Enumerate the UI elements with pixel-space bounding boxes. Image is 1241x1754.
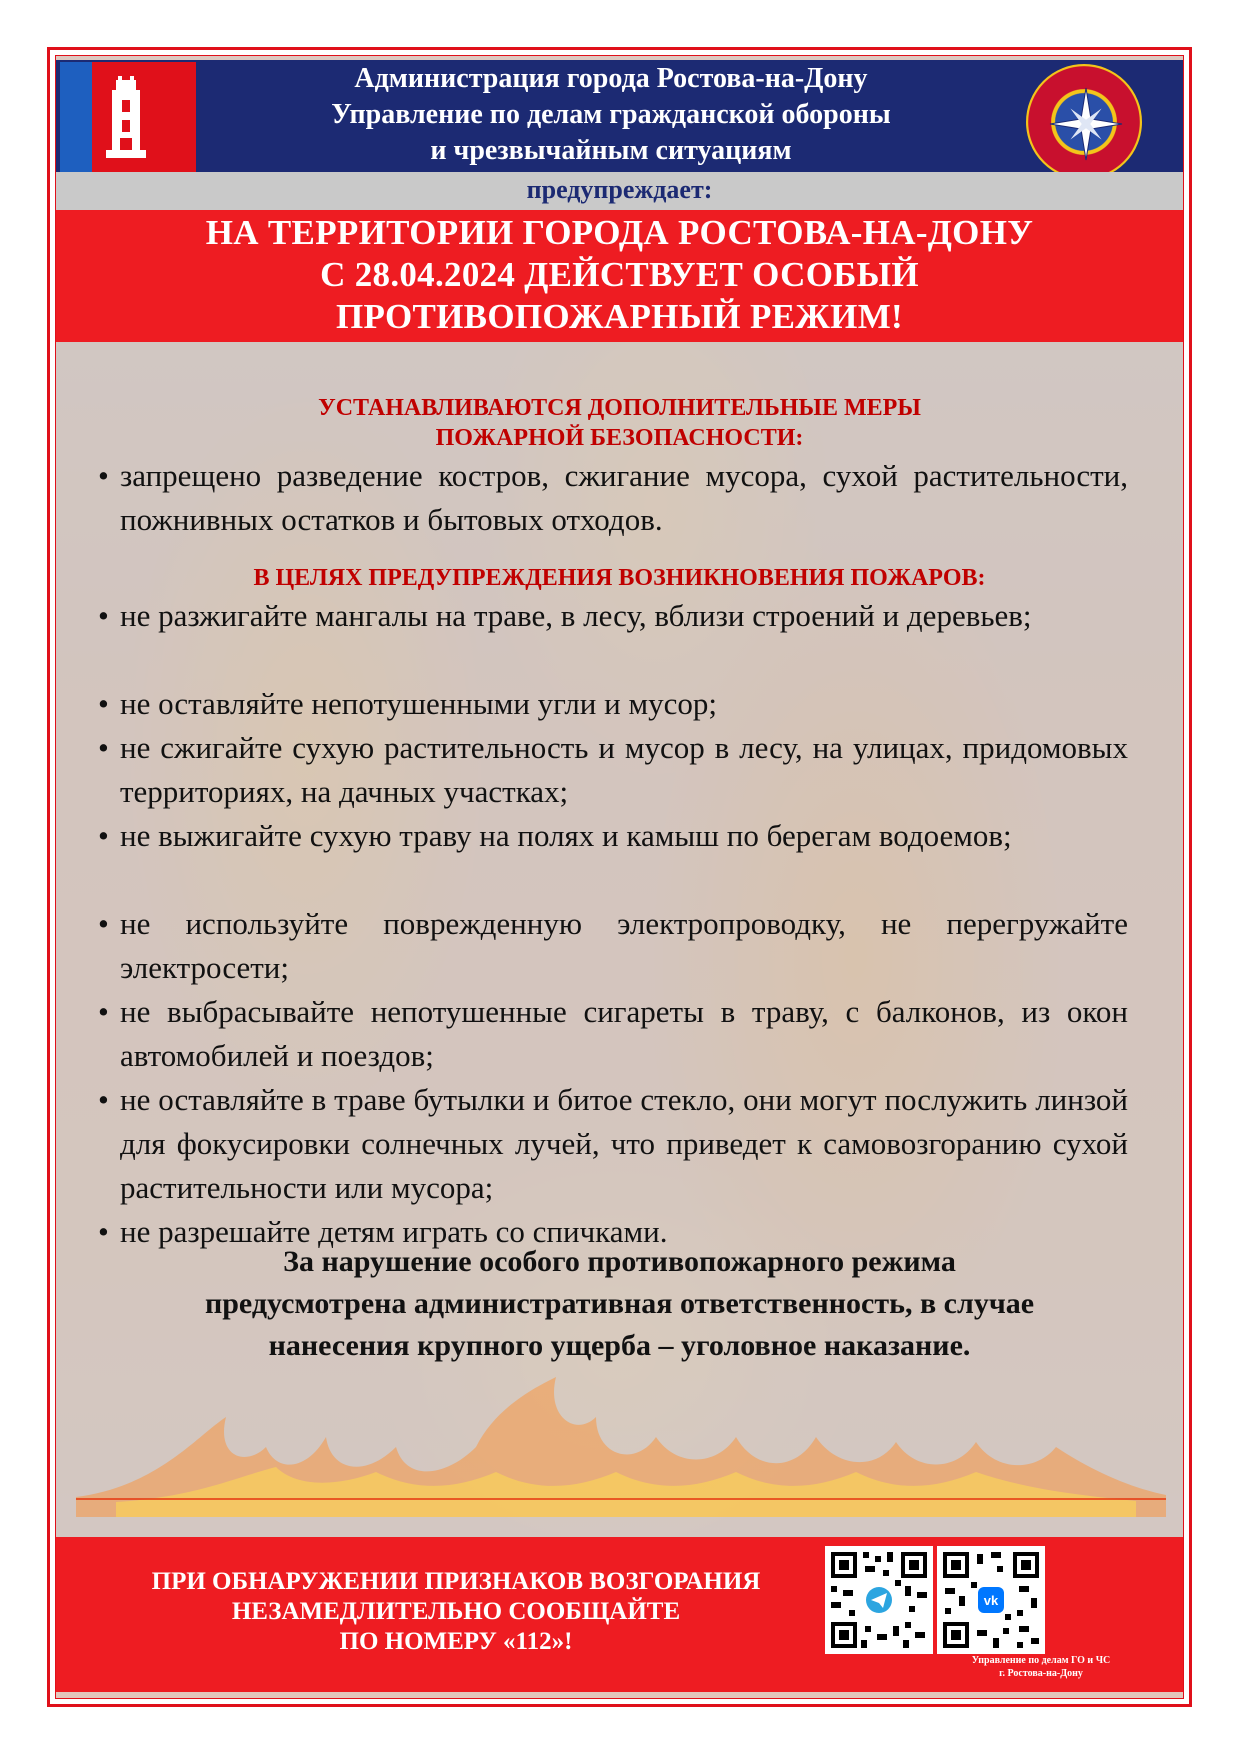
qr-caption-line-1: Управление по делам ГО и ЧС [971, 1655, 1111, 1666]
fire-regime-banner [56, 210, 1183, 342]
list-item: • не выжигайте сухую траву на полях и камыш по берегам водоемов; [98, 814, 1128, 858]
list-item: • не сжигайте сухую растительность и мусор в лесу, на улицах, придомовых территориях, на дачных участках; [98, 726, 1128, 814]
bullet-icon: • [98, 1214, 109, 1249]
section1-title-line2: ПОЖАРНОЙ БЕЗОПАСНОСТИ: [435, 425, 804, 451]
bullet-icon: • [98, 686, 109, 721]
bullet-icon: • [98, 818, 109, 853]
poster [55, 55, 1184, 1699]
bullet-icon: • [98, 458, 109, 493]
report-line-1: ПРИ ОБНАРУЖЕНИИ ПРИЗНАКОВ ВОЗГОРАНИЯ [151, 1568, 761, 1595]
liability-line-3: нанесения крупного ущерба – уголовное наказание. [268, 1329, 971, 1362]
section2-title: В ЦЕЛЯХ ПРЕДУПРЕЖДЕНИЯ ВОЗНИКНОВЕНИЯ ПОЖАРОВ: [253, 565, 986, 591]
civil-defense-emblem-icon [1026, 64, 1142, 180]
banner-line-1: НА ТЕРРИТОРИИ ГОРОДА РОСТОВА-НА-ДОНУ [205, 213, 1034, 252]
banner-line-2: С 28.04.2024 ДЕЙСТВУЕТ ОСОБЫЙ [320, 255, 919, 294]
vk-qr-icon[interactable] [937, 1546, 1045, 1654]
svg-text:vk: vk [983, 1593, 999, 1608]
report-line-2: НЕЗАМЕДЛИТЕЛЬНО СООБЩАЙТЕ [231, 1598, 681, 1625]
header-line-2: Управление по делам гражданской обороны [331, 99, 891, 130]
list-item: • не выбрасывайте непотушенные сигареты в траву, с балконов, из окон автомобилей и поездов; [98, 990, 1128, 1078]
coat-of-arms-icon [60, 62, 196, 172]
report-line-3: ПО НОМЕРУ «112»! [339, 1628, 573, 1655]
list-item: • не используйте поврежденную электропроводку, не перегружайте электросети; [98, 902, 1128, 990]
header-line-3: и чрезвычайным ситуациям [430, 135, 792, 166]
bottom-strip [56, 1692, 1183, 1699]
bullet-icon: • [98, 730, 109, 765]
flames-decoration [76, 1377, 1166, 1517]
liability-line-2: предусмотрена административная ответственность, в случае [204, 1287, 1035, 1320]
banner-line-3: ПРОТИВОПОЖАРНЫЙ РЕЖИМ! [335, 297, 903, 336]
bullet-icon: • [98, 994, 109, 1029]
list-item: • не оставляйте непотушенными угли и мусор; [98, 682, 1128, 726]
header-band [56, 60, 1183, 172]
bullet-icon: • [98, 598, 109, 633]
header-line-1: Администрация города Ростова-на-Дону [354, 63, 868, 94]
warns-label: предупреждает: [526, 175, 713, 204]
bullet-icon: • [98, 1082, 109, 1117]
content-panel [56, 342, 1183, 1537]
qr-caption-line-2: г. Ростова-на-Дону [999, 1668, 1083, 1679]
list-item: • не разжигайте мангалы на траве, в лесу, вблизи строений и деревьев; [98, 594, 1128, 638]
liability-line-1: За нарушение особого противопожарного режима [283, 1245, 956, 1278]
list-item: • не разрешайте детям играть со спичками. [98, 1210, 1128, 1254]
telegram-qr-icon[interactable] [825, 1546, 933, 1654]
list-item: • запрещено разведение костров, сжигание мусора, сухой растительности, пожнивных остатков и бытовых отходов. [98, 454, 1128, 542]
section1-title-line1: УСТАНАВЛИВАЮТСЯ ДОПОЛНИТЕЛЬНЫЕ МЕРЫ [318, 395, 921, 421]
list-item: • не оставляйте в траве бутылки и битое стекло, они могут послужить линзой для фокусировки солнечных лучей, что приведет к самовозгоранию сухой растительности или мусора; [98, 1078, 1128, 1210]
bullet-icon: • [98, 906, 109, 941]
